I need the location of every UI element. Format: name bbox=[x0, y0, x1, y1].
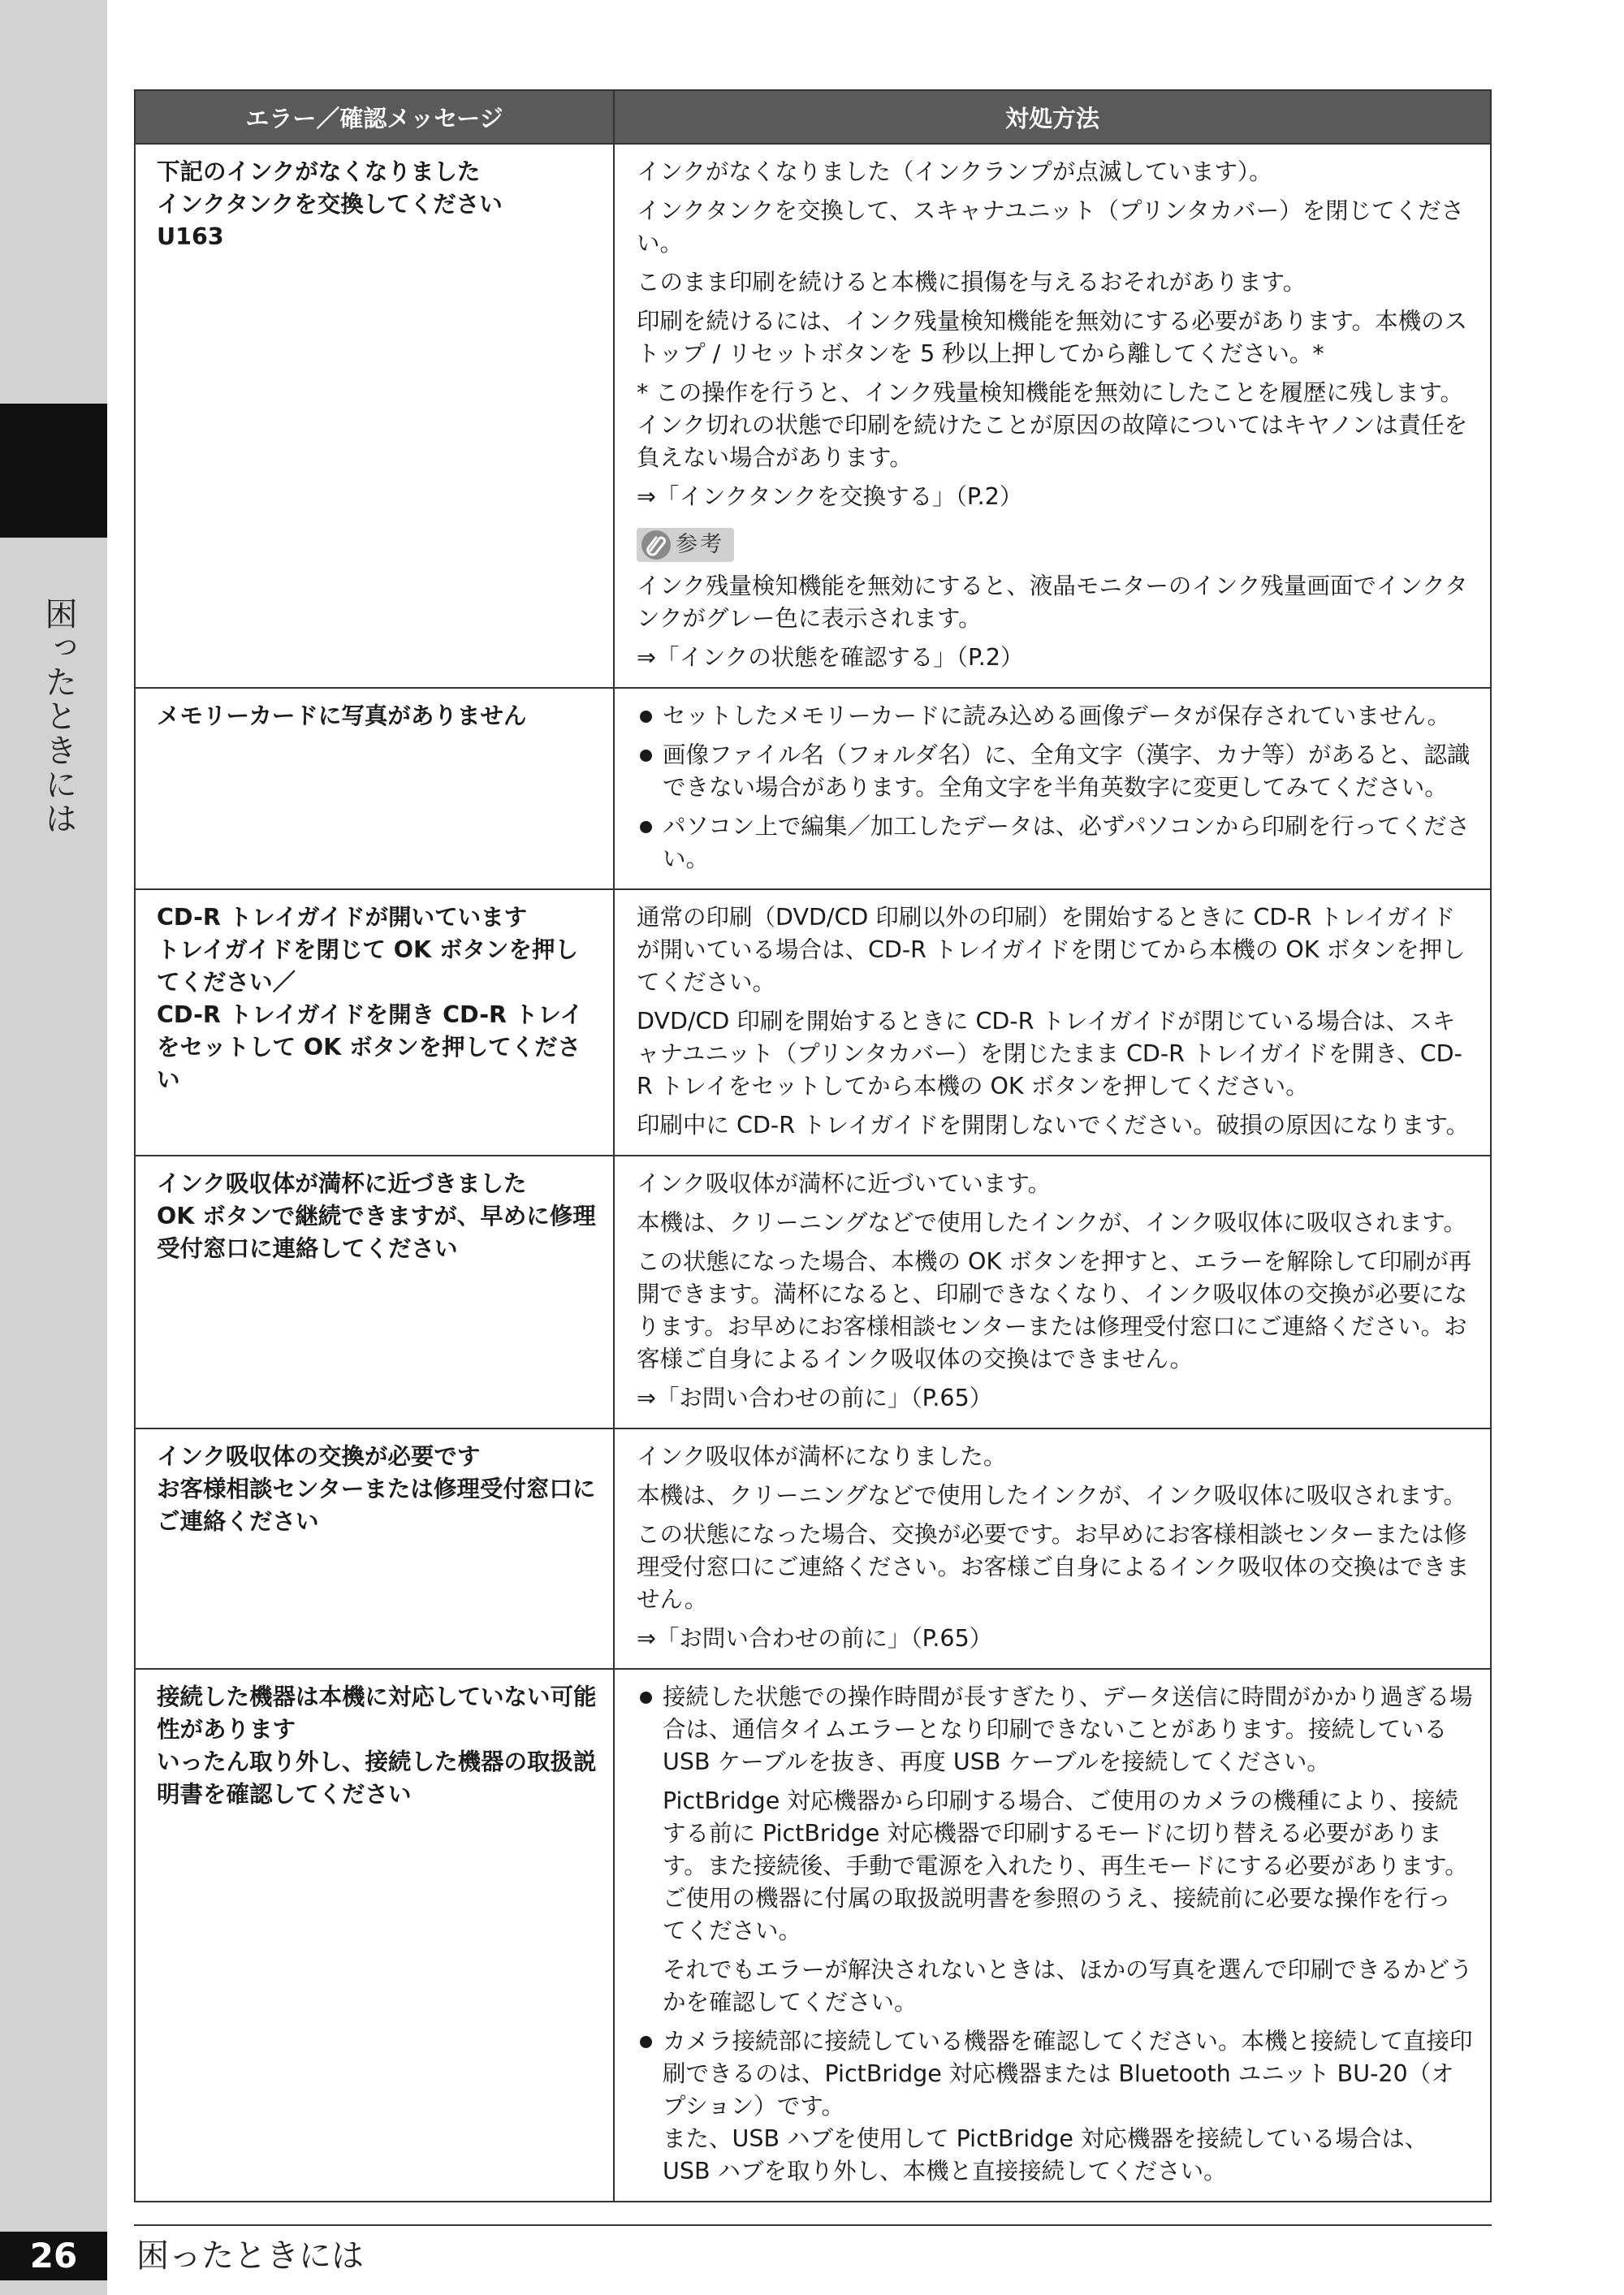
chapter-marker bbox=[0, 404, 107, 538]
solution-text: 本機は、クリーニングなどで使用したインクが、インク吸収体に吸収されます。 bbox=[637, 1482, 1467, 1509]
table-row bbox=[135, 889, 1491, 1156]
message-line: U163 bbox=[157, 223, 224, 250]
solution-text: 印刷を続けるには、インク残量検知機能を無効にする必要があります。本機のストップ / リセットボタンを 5 秒以上押してから離してください。* bbox=[637, 308, 1468, 367]
bullet-continuation: それでもエラーが解決されないときは、ほかの写真を選んで印刷できるかどうかを確認してください。 bbox=[663, 1956, 1473, 2016]
message-line: CD-R トレイガイドが開いています bbox=[157, 904, 528, 931]
page-reference: ⇒「インクの状態を確認する」（P.2） bbox=[637, 644, 1024, 671]
solution-text: この状態になった場合、交換が必要です。お早めにお客様相談センターまたは修理受付窓口にご連絡ください。お客様ご自身によるインク吸収体の交換はできません。 bbox=[637, 1521, 1470, 1613]
bullet-item: カメラ接続部に接続している機器を確認してください。本機と接続して直接印刷できるのは、PictBridge 対応機器または Bluetooth ユニット BU-20（オプション）です。 bbox=[637, 2025, 1474, 2123]
table-header-row bbox=[135, 90, 1491, 144]
bullet-item: セットしたメモリーカードに読み込める画像データが保存されていません。 bbox=[637, 700, 1474, 733]
solution bbox=[614, 1156, 1491, 1428]
bullet-item: 接続した状態での操作時間が長すぎたり、データ送信に時間がかかり過ぎる場合は、通信タイムエラーとなり印刷できないことがあります。接続しているUSB ケーブルを抜き、再度 USB ケーブルを接続してください。 bbox=[637, 1681, 1474, 1779]
error-table bbox=[134, 89, 1492, 2202]
header-solution: 対処方法 bbox=[614, 90, 1491, 144]
message-line: メモリーカードに写真がありません bbox=[157, 702, 527, 729]
bullet-item: パソコン上で編集／加工したデータは、必ずパソコンから印刷を行ってください。 bbox=[637, 810, 1474, 875]
solution-text: インク吸収体が満杯になりました。 bbox=[637, 1443, 1007, 1470]
bullet-continuation: PictBridge 対応機器から印刷する場合、ご使用のカメラの機種により、接続する前に PictBridge 対応機器で印刷するモードに切り替える必要があります。また接続後、手動で電源を入れたり、再生モードにする必要があります。ご使用の機器に付属の取扱説明書を参照のうえ、接続前に必要な操作を行ってください。 bbox=[663, 1787, 1468, 1944]
note-label: 参考 bbox=[676, 532, 724, 557]
table-row bbox=[135, 144, 1491, 688]
footer-chapter-title: 困ったときには bbox=[136, 2237, 364, 2275]
solution-text: この状態になった場合、本機の OK ボタンを押すと、エラーを解除して印刷が再開できます。満杯になると、印刷できなくなり、インク吸収体の交換が必要になります。お早めにお客様相談センターまたは修理受付窓口にご連絡ください。お客様ご自身によるインク吸収体の交換はできません。 bbox=[637, 1248, 1472, 1372]
solution-text: DVD/CD 印刷を開始するときに CD-R トレイガイドが閉じている場合は、スキャナユニット（プリンタカバー）を閉じたまま CD-R トレイガイドを開き、CD-R トレイをセットしてから本機の OK ボタンを押してください。 bbox=[637, 1008, 1462, 1100]
side-chapter-label: 困ったときには bbox=[40, 597, 77, 836]
note-badge bbox=[637, 528, 734, 562]
message-line: インク吸収体の交換が必要です bbox=[157, 1443, 481, 1470]
page-reference: ⇒「お問い合わせの前に」（P.65） bbox=[637, 1385, 993, 1411]
message-line: 接続した機器は本機に対応していない可能性があります bbox=[157, 1683, 597, 1743]
message-line: 下記のインクがなくなりました bbox=[157, 158, 481, 185]
message-line: インクタンクを交換してください bbox=[157, 191, 503, 218]
error-message bbox=[135, 688, 614, 889]
error-message bbox=[135, 1156, 614, 1428]
footer-divider bbox=[134, 2224, 1492, 2226]
solution bbox=[614, 144, 1491, 688]
page-reference: ⇒「お問い合わせの前に」（P.65） bbox=[637, 1625, 993, 1652]
solution bbox=[614, 1428, 1491, 1669]
paperclip-icon bbox=[640, 529, 672, 561]
page-reference: ⇒「インクタンクを交換する」（P.2） bbox=[637, 483, 1023, 510]
solution-text: * この操作を行うと、インク残量検知機能を無効にしたことを履歴に残します。インク切れの状態で印刷を続けたことが原因の故障についてはキヤノンは責任を負えない場合があります。 bbox=[637, 379, 1468, 471]
bullet-continuation: また、USB ハブを使用して PictBridge 対応機器を接続している場合は、USB ハブを取り外し、本機と直接接続してください。 bbox=[663, 2125, 1428, 2185]
error-message bbox=[135, 1428, 614, 1669]
message-line: OK ボタンで継続できますが、早めに修理受付窓口に連絡してください bbox=[157, 1203, 596, 1262]
solution-text: このまま印刷を続けると本機に損傷を与えるおそれがあります。 bbox=[637, 269, 1307, 296]
message-line: トレイガイドを閉じて OK ボタンを押してください／ bbox=[157, 936, 579, 996]
error-message bbox=[135, 1669, 614, 2202]
message-line: いったん取り外し、接続した機器の取扱説明書を確認してください bbox=[157, 1748, 597, 1808]
solution-text: 印刷中に CD-R トレイガイドを開閉しないでください。破損の原因になります。 bbox=[637, 1112, 1470, 1139]
note-text: インク残量検知機能を無効にすると、液晶モニターのインク残量画面でインクタンクがグレー色に表示されます。 bbox=[637, 573, 1468, 632]
page-number: 26 bbox=[0, 2232, 107, 2280]
table-row bbox=[135, 1428, 1491, 1669]
header-message: エラー／確認メッセージ bbox=[135, 90, 614, 144]
error-message bbox=[135, 889, 614, 1156]
bullet-item: 画像ファイル名（フォルダ名）に、全角文字（漢字、カナ等）があると、認識できない場合があります。全角文字を半角英数字に変更してみてください。 bbox=[637, 739, 1474, 804]
solution bbox=[614, 688, 1491, 889]
table-row bbox=[135, 1669, 1491, 2202]
message-line: インク吸収体が満杯に近づきました bbox=[157, 1170, 527, 1197]
table-row bbox=[135, 688, 1491, 889]
solution-text: 通常の印刷（DVD/CD 印刷以外の印刷）を開始するときに CD-R トレイガイドが開いている場合は、CD-R トレイガイドを閉じてから本機の OK ボタンを押してください。 bbox=[637, 904, 1466, 996]
solution bbox=[614, 1669, 1491, 2202]
solution-text: インクタンクを交換して、スキャナユニット（プリンタカバー）を閉じてください。 bbox=[637, 197, 1465, 257]
message-line: CD-R トレイガイドを開き CD-R トレイをセットして OK ボタンを押してください bbox=[157, 1001, 583, 1093]
solution bbox=[614, 889, 1491, 1156]
solution-text: インクがなくなりました（インクランプが点滅しています）。 bbox=[637, 158, 1272, 185]
side-strip bbox=[0, 0, 107, 2295]
error-message bbox=[135, 144, 614, 688]
solution-text: 本機は、クリーニングなどで使用したインクが、インク吸収体に吸収されます。 bbox=[637, 1209, 1467, 1236]
table-row bbox=[135, 1156, 1491, 1428]
solution-text: インク吸収体が満杯に近づいています。 bbox=[637, 1170, 1052, 1197]
message-line: お客様相談センターまたは修理受付窓口にご連絡ください bbox=[157, 1476, 596, 1535]
